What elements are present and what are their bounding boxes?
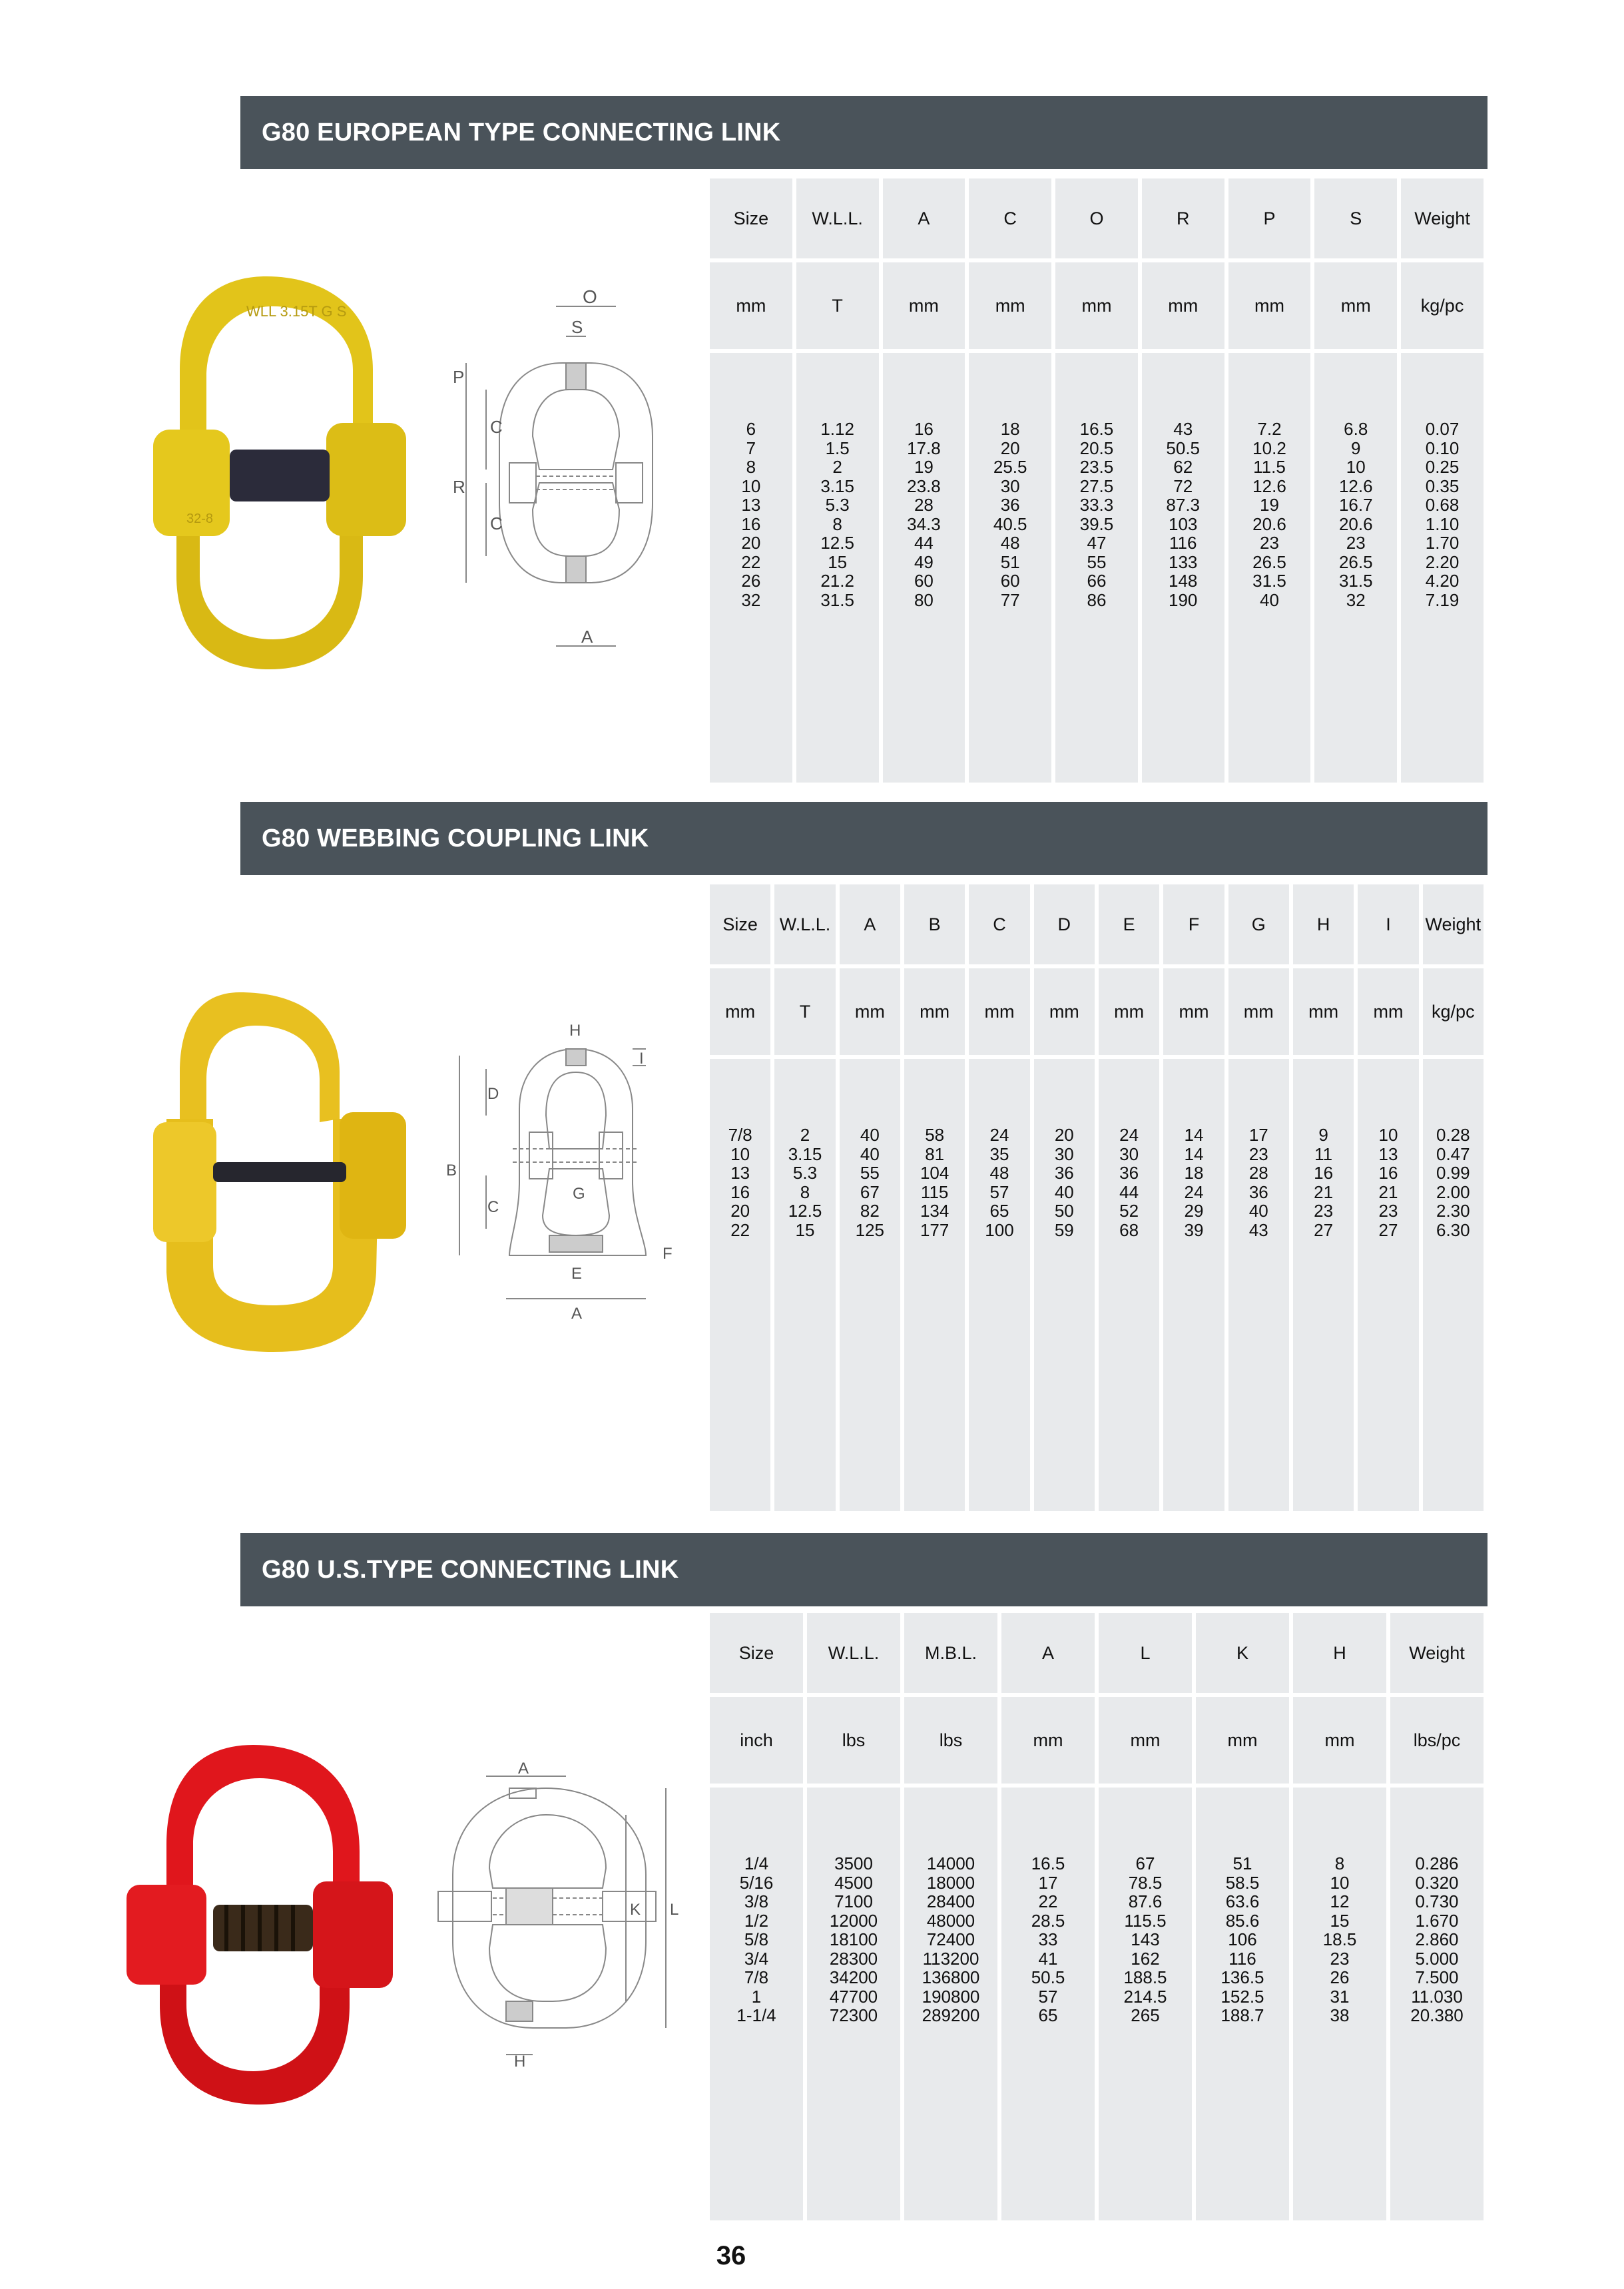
dim-label: C — [490, 513, 503, 533]
col-header: B — [904, 884, 965, 964]
col-header: R — [1142, 178, 1224, 258]
section-banner — [240, 802, 1488, 875]
page-number: 36 — [716, 2241, 746, 2270]
dim-label: D — [487, 1085, 499, 1103]
col-values: 10 13 16 21 23 27 — [1358, 1059, 1418, 1511]
col-values: 20 30 36 40 50 59 — [1034, 1059, 1095, 1511]
col-values: 3500 4500 7100 12000 18100 28300 34200 47700 72300 — [807, 1788, 900, 2220]
dim-label: R — [453, 477, 465, 497]
us-link-table — [706, 1609, 1488, 2224]
svg-text:32-8: 32-8 — [186, 511, 214, 526]
col-header: F — [1163, 884, 1224, 964]
dim-label: S — [571, 317, 583, 337]
col-unit: T — [796, 262, 879, 349]
col-header: G — [1228, 884, 1289, 964]
col-unit: mm — [1196, 1697, 1289, 1784]
col-values: 2 3.15 5.3 8 12.5 15 — [774, 1059, 835, 1511]
col-unit: mm — [710, 262, 792, 349]
col-header: H — [1293, 884, 1354, 964]
dim-label: B — [446, 1161, 457, 1179]
col-header: M.B.L. — [904, 1613, 997, 1693]
dim-label: K — [630, 1901, 641, 1919]
webbing-link-drawing — [446, 1016, 686, 1329]
col-header: A — [840, 884, 900, 964]
col-values: 1/4 5/16 3/8 1/2 5/8 3/4 7/8 1 1-1/4 — [710, 1788, 803, 2220]
dim-label: F — [663, 1245, 673, 1263]
us-link-drawing — [433, 1762, 699, 2068]
col-unit: mm — [710, 968, 770, 1055]
col-values: 9 11 16 21 23 27 — [1293, 1059, 1354, 1511]
col-unit: mm — [840, 968, 900, 1055]
col-unit: mm — [904, 968, 965, 1055]
webbing-link-table — [706, 880, 1488, 1515]
col-unit: mm — [1142, 262, 1224, 349]
col-header: H — [1293, 1613, 1386, 1693]
col-header: C — [969, 178, 1051, 258]
dim-label: P — [453, 367, 465, 387]
col-values: 0.286 0.320 0.730 1.670 2.860 5.000 7.500 11.030 20.380 — [1390, 1788, 1484, 2220]
col-header: Weight — [1423, 884, 1484, 964]
col-values: 0.07 0.10 0.25 0.35 0.68 1.10 1.70 2.20 4.20 7.19 — [1401, 353, 1484, 783]
col-header: W.L.L. — [774, 884, 835, 964]
col-unit: mm — [1293, 968, 1354, 1055]
col-values: 17 23 28 36 40 43 — [1228, 1059, 1289, 1511]
col-unit: lbs/pc — [1390, 1697, 1484, 1784]
col-values: 1.12 1.5 2 3.15 5.3 8 12.5 15 21.2 31.5 — [796, 353, 879, 783]
section-banner — [240, 1533, 1488, 1606]
col-header: S — [1314, 178, 1397, 258]
col-values: 7/8 10 13 16 20 22 — [710, 1059, 770, 1511]
section-banner — [240, 96, 1488, 169]
col-header: W.L.L. — [796, 178, 879, 258]
col-values: 43 50.5 62 72 87.3 103 116 133 148 190 — [1142, 353, 1224, 783]
col-header: W.L.L. — [807, 1613, 900, 1693]
dim-label: E — [571, 1265, 583, 1283]
col-header: P — [1228, 178, 1311, 258]
col-unit: mm — [1163, 968, 1224, 1055]
col-unit: mm — [1358, 968, 1418, 1055]
col-unit: lbs — [807, 1697, 900, 1784]
col-header: C — [969, 884, 1029, 964]
col-unit: mm — [1314, 262, 1397, 349]
col-header: Size — [710, 884, 770, 964]
section-title: G80 EUROPEAN TYPE CONNECTING LINK — [262, 118, 781, 147]
col-header: Weight — [1401, 178, 1484, 258]
col-unit: kg/pc — [1423, 968, 1484, 1055]
col-values: 24 35 48 57 65 100 — [969, 1059, 1029, 1511]
dim-label: H — [514, 2053, 526, 2068]
webbing-link-photo — [140, 986, 419, 1359]
col-values: 58 81 104 115 134 177 — [904, 1059, 965, 1511]
col-values: 67 78.5 87.6 115.5 143 162 188.5 214.5 265 — [1099, 1788, 1192, 2220]
col-unit: T — [774, 968, 835, 1055]
col-unit: mm — [1034, 968, 1095, 1055]
col-values: 8 10 12 15 18.5 23 26 31 38 — [1293, 1788, 1386, 2220]
dim-label: G — [573, 1185, 585, 1203]
european-link-table — [706, 174, 1488, 787]
dim-label: L — [670, 1901, 679, 1919]
col-unit: mm — [1228, 262, 1311, 349]
col-unit: mm — [1055, 262, 1138, 349]
col-unit: mm — [1228, 968, 1289, 1055]
col-values: 6.8 9 10 12.6 16.7 20.6 23 26.5 31.5 32 — [1314, 353, 1397, 783]
col-unit: mm — [1001, 1697, 1095, 1784]
dim-label: O — [583, 286, 597, 307]
svg-text:WLL 3.15T G S: WLL 3.15T G S — [246, 303, 347, 320]
dim-label: C — [487, 1198, 499, 1216]
dim-label: A — [581, 627, 593, 647]
col-values: 6 7 8 10 13 16 20 22 26 32 — [710, 353, 792, 783]
dim-label: I — [639, 1050, 644, 1068]
dim-label: C — [490, 417, 503, 437]
col-values: 16.5 20.5 23.5 27.5 33.3 39.5 47 55 66 86 — [1055, 353, 1138, 783]
col-values: 14 14 18 24 29 39 — [1163, 1059, 1224, 1511]
col-unit: lbs — [904, 1697, 997, 1784]
section-title: G80 WEBBING COUPLING LINK — [262, 824, 649, 852]
col-unit: kg/pc — [1401, 262, 1484, 349]
col-header: I — [1358, 884, 1418, 964]
col-header: A — [883, 178, 965, 258]
col-unit: mm — [883, 262, 965, 349]
dim-label: A — [571, 1305, 583, 1323]
col-header: Size — [710, 178, 792, 258]
col-unit: mm — [969, 262, 1051, 349]
col-header: Size — [710, 1613, 803, 1693]
col-unit: mm — [1099, 1697, 1192, 1784]
col-unit: mm — [969, 968, 1029, 1055]
col-header: Weight — [1390, 1613, 1484, 1693]
col-header: A — [1001, 1613, 1095, 1693]
european-link-drawing — [446, 283, 673, 663]
col-values: 40 40 55 67 82 125 — [840, 1059, 900, 1511]
col-header: O — [1055, 178, 1138, 258]
dim-label: H — [569, 1022, 581, 1040]
col-header: D — [1034, 884, 1095, 964]
col-values: 18 20 25.5 30 36 40.5 48 51 60 77 — [969, 353, 1051, 783]
col-header: L — [1099, 1613, 1192, 1693]
col-values: 51 58.5 63.6 85.6 106 116 136.5 152.5 188.7 — [1196, 1788, 1289, 2220]
col-values: 14000 18000 28400 48000 72400 113200 136800 190800 289200 — [904, 1788, 997, 2220]
col-values: 16 17.8 19 23.8 28 34.3 44 49 60 80 — [883, 353, 965, 783]
european-link-photo — [153, 270, 413, 676]
col-values: 16.5 17 22 28.5 33 41 50.5 57 65 — [1001, 1788, 1095, 2220]
col-unit: mm — [1293, 1697, 1386, 1784]
col-unit: mm — [1099, 968, 1159, 1055]
col-header: E — [1099, 884, 1159, 964]
section-title: G80 U.S.TYPE CONNECTING LINK — [262, 1555, 679, 1584]
col-header: K — [1196, 1613, 1289, 1693]
us-link-photo — [120, 1738, 413, 2111]
col-values: 0.28 0.47 0.99 2.00 2.30 6.30 — [1423, 1059, 1484, 1511]
col-values: 7.2 10.2 11.5 12.6 19 20.6 23 26.5 31.5 40 — [1228, 353, 1311, 783]
col-unit: inch — [710, 1697, 803, 1784]
col-values: 24 30 36 44 52 68 — [1099, 1059, 1159, 1511]
dim-label: A — [518, 1762, 529, 1778]
